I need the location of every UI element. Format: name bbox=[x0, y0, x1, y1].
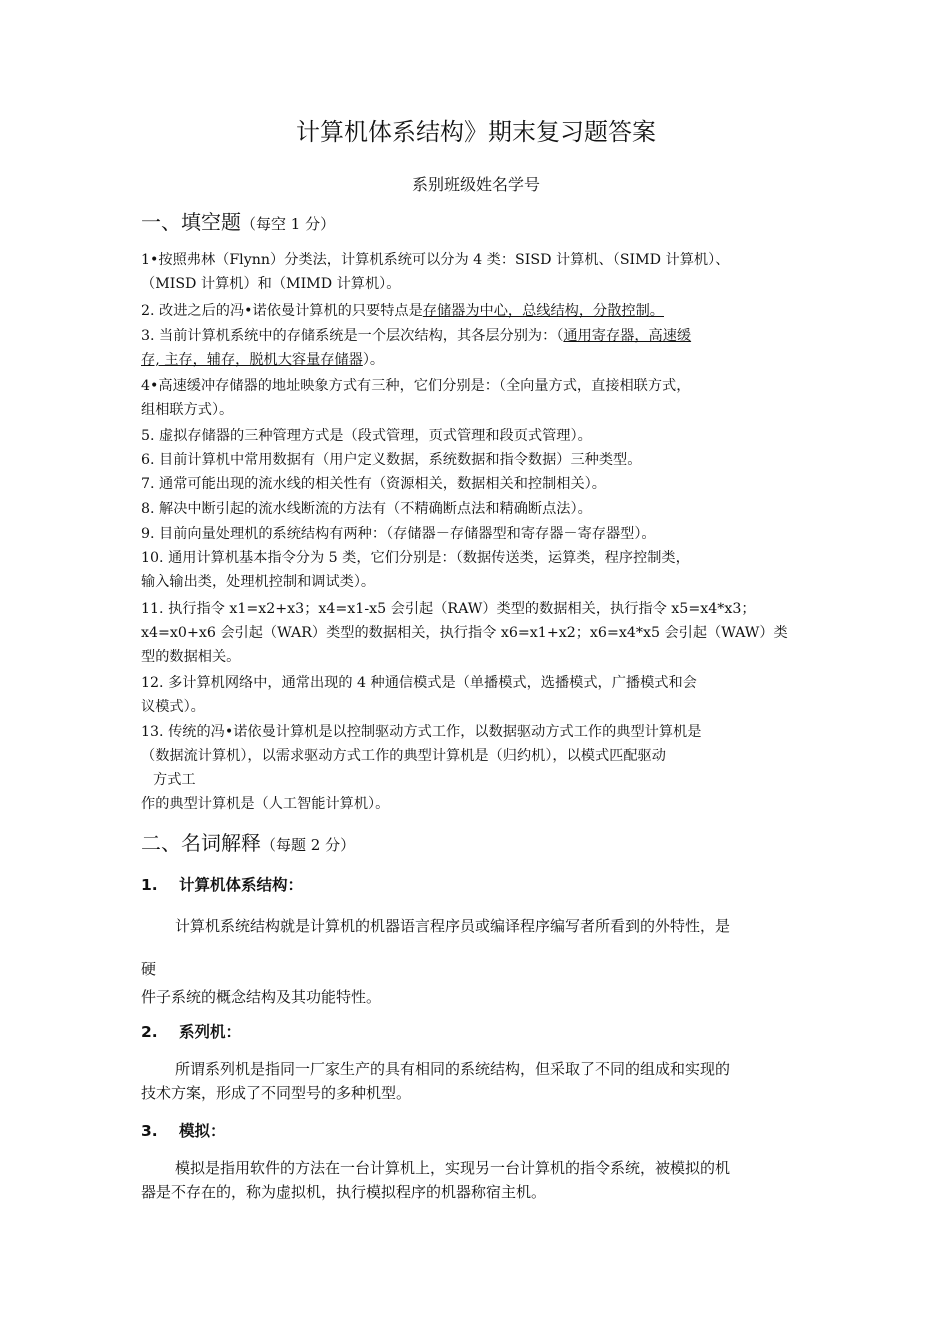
section-heading-terms bbox=[141, 829, 355, 859]
question-9 bbox=[141, 522, 811, 546]
question-line: 方式工 bbox=[153, 772, 196, 788]
term-heading bbox=[141, 1119, 226, 1143]
question-line: （数据流计算机），以需求驱动方式工作的典型计算机是（归约机），以模式匹配驱动 bbox=[141, 748, 666, 764]
term-definition bbox=[141, 1057, 811, 1105]
term-heading bbox=[141, 1020, 241, 1044]
question-line: 12. 多计算机网络中，通常出现的 4 种通信模式是（单播模式，选播模式，广播模式和会 bbox=[141, 675, 697, 691]
definition-line: 硬 bbox=[141, 960, 157, 978]
term-name: 计算机体系结构： bbox=[179, 876, 304, 894]
question-line: x4=x0+x6 会引起（WAR）类型的数据相关，执行指令 x6=x1+x2；x6=x4*x5 会引起（WAW）类 bbox=[141, 625, 788, 641]
underlined-answer: 存, 主存，辅存，脱机大容量存储器 bbox=[141, 352, 363, 368]
question-line bbox=[141, 348, 811, 372]
term-name: 模拟： bbox=[179, 1122, 226, 1140]
definition-line: 技术方案，形成了不同型号的多种机型。 bbox=[141, 1084, 412, 1102]
document-title: 计算机体系结构》期末复习题答案 bbox=[296, 118, 656, 146]
term-definition bbox=[141, 1156, 811, 1204]
question-6 bbox=[141, 448, 811, 472]
question-10 bbox=[141, 546, 811, 594]
definition-line: 计算机系统结构就是计算机的机器语言程序员或编译程序编写者所看到的外特性，是 bbox=[175, 917, 731, 935]
underlined-answer: 存储器为中心，总线结构，分散控制。 bbox=[422, 303, 664, 319]
question-line bbox=[141, 299, 811, 323]
question-12 bbox=[141, 671, 811, 719]
question-line: 11. 执行指令 x1=x2+x3；x4=x1-x5 会引起（RAW）类型的数据相关，执行指令 x5=x4*x3； bbox=[141, 601, 756, 617]
underlined-answer: 通用寄存器，高速缓 bbox=[563, 328, 692, 344]
question-11 bbox=[141, 597, 811, 669]
question-4 bbox=[141, 374, 811, 422]
term-definition bbox=[141, 914, 811, 938]
question-2 bbox=[141, 299, 811, 323]
question-13 bbox=[141, 720, 811, 816]
definition-line: 模拟是指用软件的方法在一台计算机上，实现另一台计算机的指令系统，被模拟的机 bbox=[175, 1159, 731, 1177]
student-info-line: 系别班级姓名学号 bbox=[411, 175, 540, 194]
question-line: 组相联方式）。 bbox=[141, 402, 234, 418]
definition-line: 器是不存在的，称为虚拟机，执行模拟程序的机器称宿主机。 bbox=[141, 1183, 547, 1201]
question-line: 4•高速缓冲存储器的地址映象方式有三种，它们分别是：（全向量方式，直接相联方式， bbox=[141, 378, 691, 394]
term-definition-continued bbox=[141, 957, 811, 981]
question-line: 作的典型计算机是（人工智能计算机）。 bbox=[141, 796, 390, 812]
question-text: 2. 改进之后的冯•诺依曼计算机的只要特点是 bbox=[141, 303, 423, 319]
section-note: （每空 1 分） bbox=[241, 215, 336, 233]
question-line: 6. 目前计算机中常用数据有（用户定义数据，系统数据和指令数据）三种类型。 bbox=[141, 452, 642, 468]
definition-line: 所谓系列机是指同一厂家生产的具有相同的系统结构，但采取了不同的组成和实现的 bbox=[175, 1060, 731, 1078]
term-name: 系列机： bbox=[179, 1023, 242, 1041]
question-8 bbox=[141, 497, 811, 521]
question-3 bbox=[141, 324, 811, 372]
section-title: 一、填空题 bbox=[141, 210, 241, 234]
question-text: 3. 当前计算机系统中的存储系统是一个层次结构，其各层分别为：（ bbox=[141, 328, 564, 344]
section-note: （每题 2 分） bbox=[261, 836, 356, 854]
question-line: 7. 通常可能出现的流水线的相关性有（资源相关，数据相关和控制相关）。 bbox=[141, 476, 606, 492]
term-heading bbox=[141, 873, 303, 897]
question-line: 型的数据相关。 bbox=[141, 649, 241, 665]
question-line: 10. 通用计算机基本指令分为 5 类，它们分别是：（数据传送类，运算类，程序控制类， bbox=[141, 550, 690, 566]
term-definition-continued bbox=[141, 985, 811, 1009]
question-line bbox=[141, 324, 811, 348]
section-heading-fill-in bbox=[141, 208, 335, 238]
question-1 bbox=[141, 248, 811, 296]
question-line: 9. 目前向量处理机的系统结构有两种：（存储器－存储器型和寄存器－寄存器型）。 bbox=[141, 526, 656, 542]
question-line: 8. 解决中断引起的流水线断流的方法有（不精确断点法和精确断点法）。 bbox=[141, 501, 592, 517]
question-line: 议模式）。 bbox=[141, 699, 205, 715]
section-title: 二、名词解释 bbox=[141, 831, 261, 855]
question-line: 5. 虚拟存储器的三种管理方式是（段式管理，页式管理和段页式管理）。 bbox=[141, 428, 592, 444]
question-line: 13. 传统的冯•诺依曼计算机是以控制驱动方式工作，以数据驱动方式工作的典型计算机是 bbox=[141, 724, 702, 740]
term-number: 2. bbox=[141, 1023, 158, 1041]
question-7 bbox=[141, 472, 811, 496]
term-number: 1. bbox=[141, 876, 158, 894]
definition-line: 件子系统的概念结构及其功能特性。 bbox=[141, 988, 382, 1006]
question-line: （MISD 计算机）和（MIMD 计算机）。 bbox=[141, 276, 401, 292]
question-line: 1•按照弗林（Flynn）分类法，计算机系统可以分为 4 类：SISD 计算机、（SIMD 计算机）、 bbox=[141, 252, 730, 268]
term-number: 3. bbox=[141, 1122, 158, 1140]
question-5 bbox=[141, 424, 811, 448]
question-text: ）。 bbox=[362, 352, 385, 368]
question-line: 输入输出类，处理机控制和调试类）。 bbox=[141, 574, 376, 590]
